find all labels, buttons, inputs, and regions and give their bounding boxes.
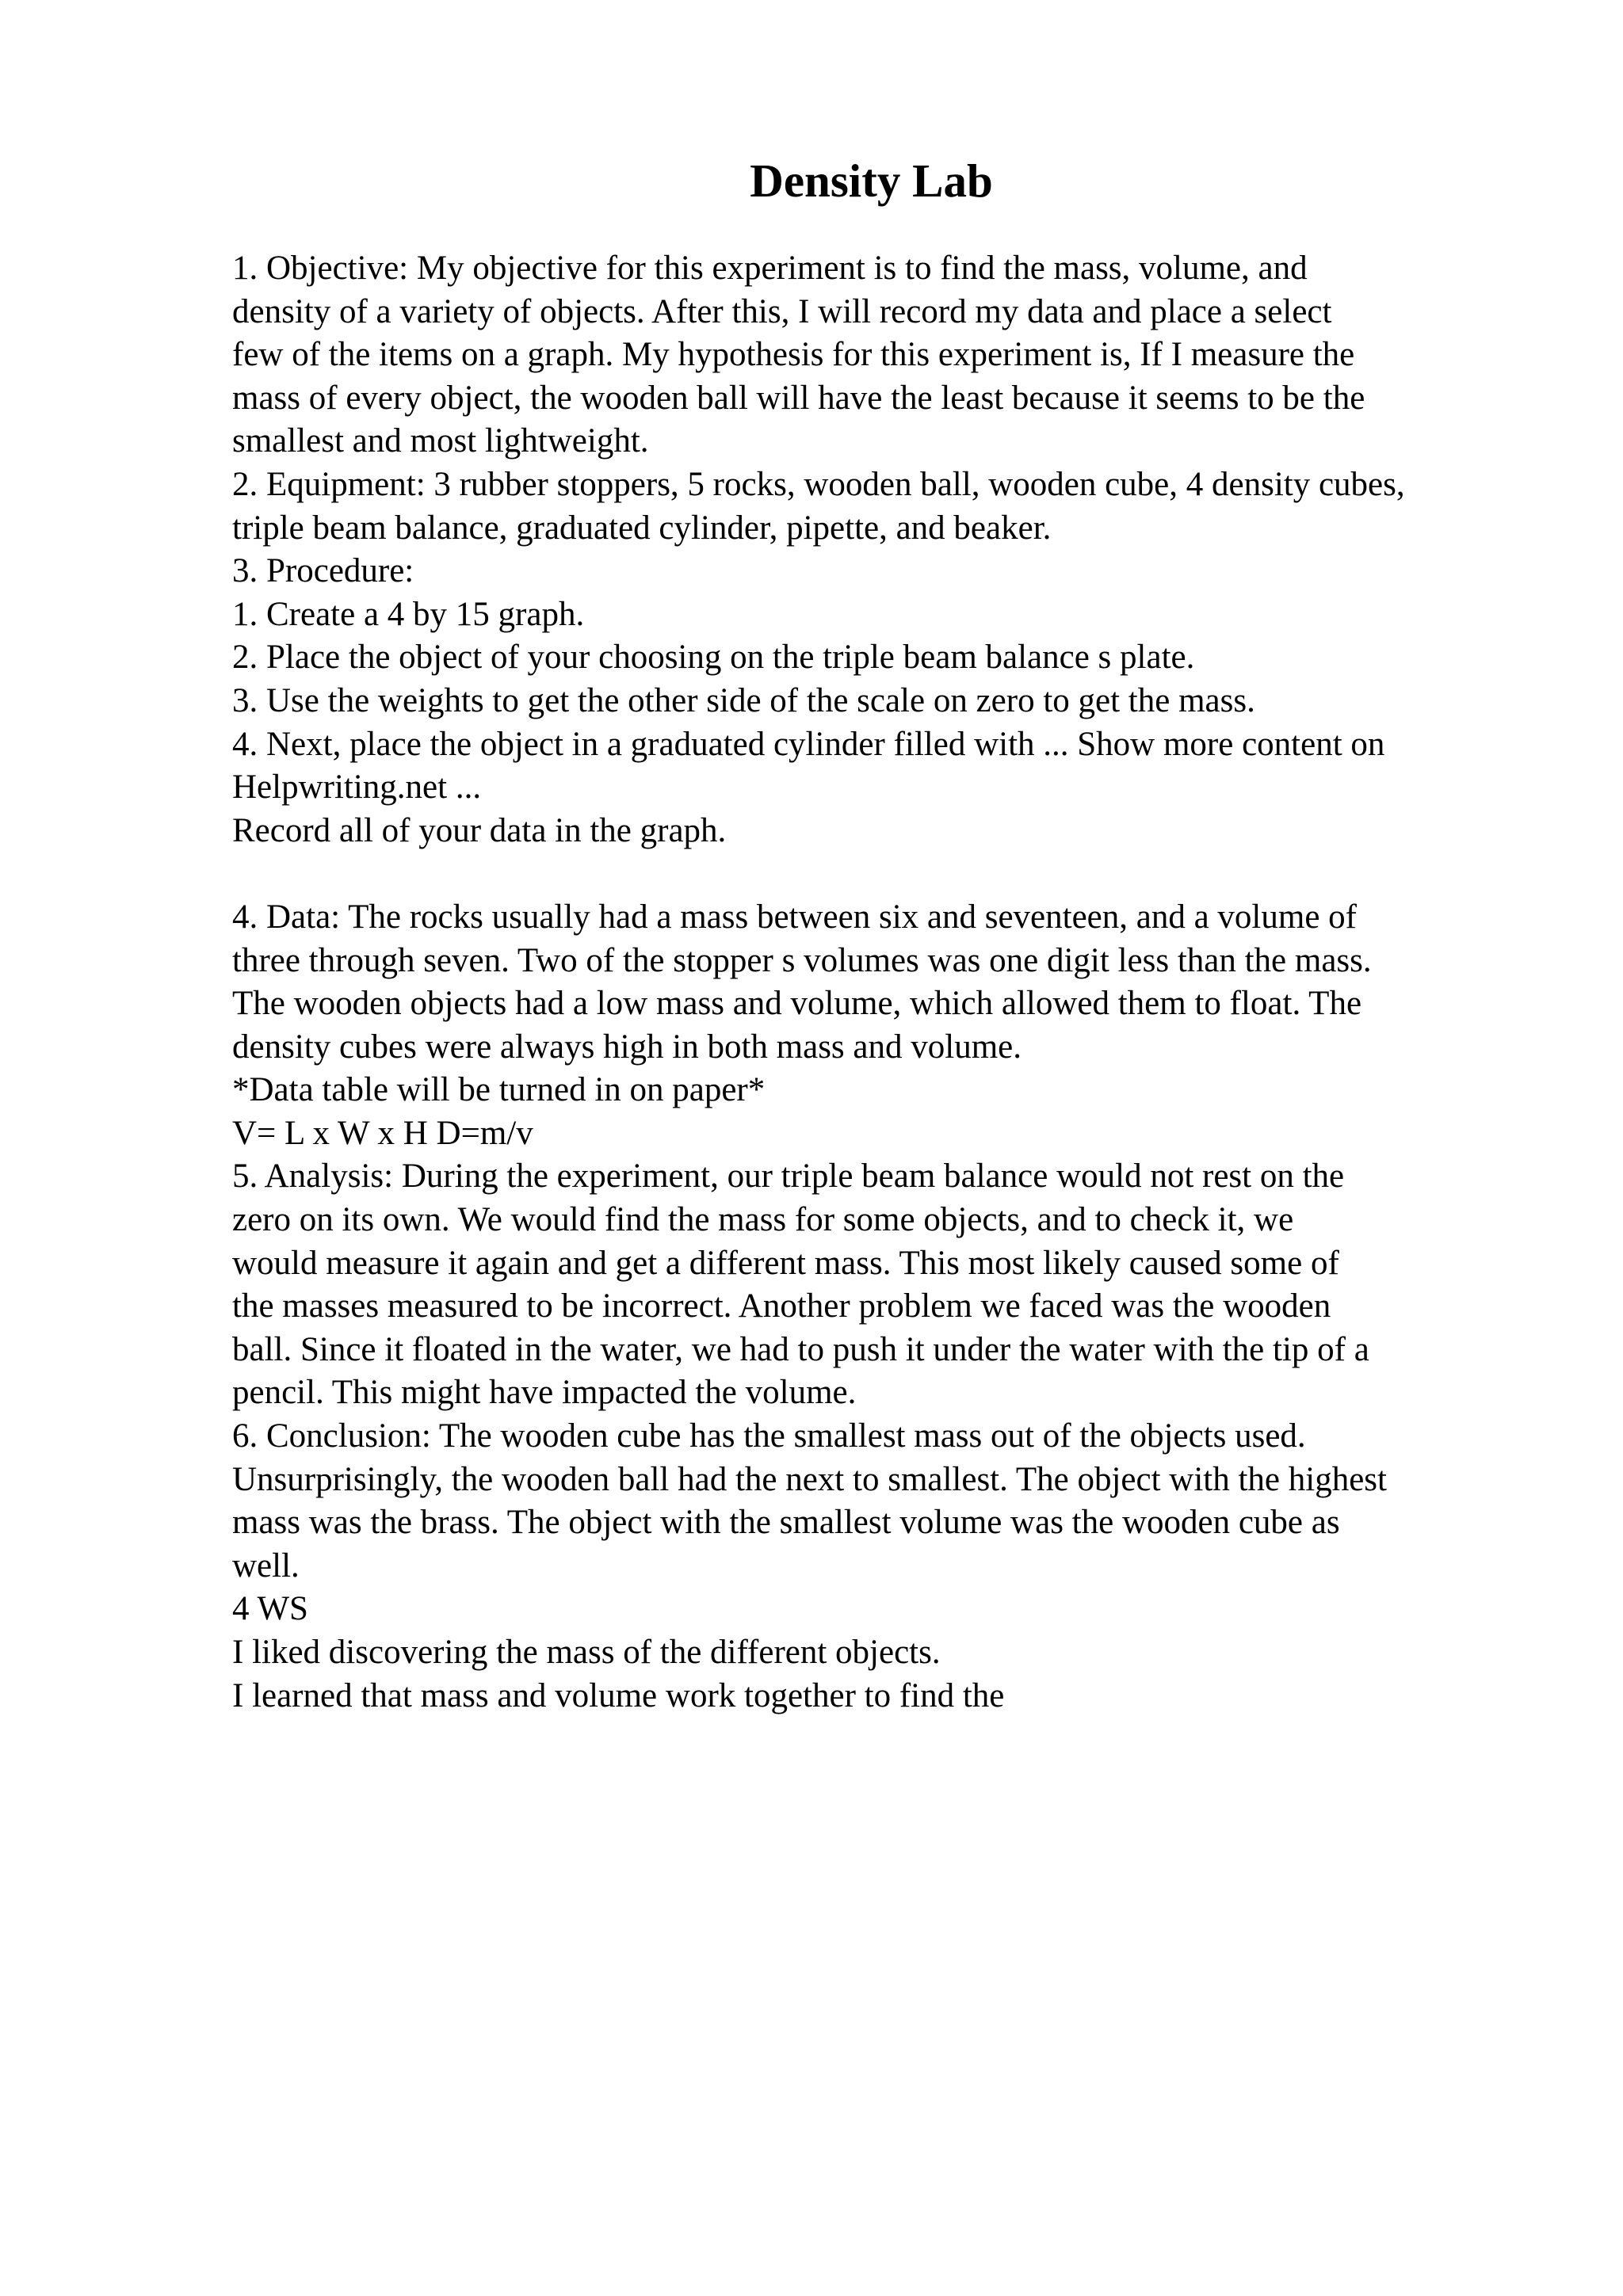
text-line: three through seven. Two of the stopper s volumes was one digit less than the mass. (232, 941, 1372, 979)
text-line: the masses measured to be incorrect. Another problem we faced was the wooden (232, 1287, 1331, 1325)
text-line: I learned that mass and volume work together to find the (232, 1676, 1005, 1714)
text-line: Unsurprisingly, the wooden ball had the next to smallest. The object with the highest (232, 1460, 1387, 1498)
text-line: *Data table will be turned in on paper* (232, 1071, 766, 1109)
text-line: 4. Next, place the object in a graduated cylinder filled with ... Show more content on (232, 725, 1385, 763)
text-line: Helpwriting.net ... (232, 769, 482, 807)
text-line: 3. Procedure: (232, 552, 414, 590)
text-line: density of a variety of objects. After this, I will record my data and place a select (232, 292, 1332, 330)
text-line: 4 WS (232, 1590, 308, 1628)
text-line: 1. Objective: My objective for this experiment is to find the mass, volume, and (232, 250, 1308, 287)
text-line: triple beam balance, graduated cylinder, pipette, and beaker. (232, 509, 1052, 547)
text-line: few of the items on a graph. My hypothesis for this experiment is, If I measure the (232, 336, 1355, 374)
document-title: Density Lab (750, 154, 993, 207)
document-body (232, 247, 1595, 1718)
text-line: The wooden objects had a low mass and volume, which allowed them to float. The (232, 985, 1362, 1023)
text-line: mass of every object, the wooden ball will have the least because it seems to be the (232, 379, 1365, 417)
text-line: would measure it again and get a different mass. This most likely caused some of (232, 1244, 1339, 1282)
blank-line (232, 852, 1595, 896)
text-line: Record all of your data in the graph. (232, 811, 727, 849)
text-line: 2. Place the object of your choosing on the triple beam balance s plate. (232, 639, 1195, 677)
text-line: 1. Create a 4 by 15 graph. (232, 595, 585, 633)
text-line: 5. Analysis: During the experiment, our triple beam balance would not rest on the (232, 1158, 1345, 1196)
text-line: I liked discovering the mass of the different objects. (232, 1634, 941, 1671)
text-line: 4. Data: The rocks usually had a mass between six and seventeen, and a volume of (232, 898, 1357, 936)
text-line: pencil. This might have impacted the volume. (232, 1374, 857, 1412)
text-line: smallest and most lightweight. (232, 422, 649, 460)
text-line: 3. Use the weights to get the other side of the scale on zero to get the mass. (232, 681, 1255, 719)
text-line: mass was the brass. The object with the smallest volume was the wooden cube as (232, 1504, 1340, 1542)
text-line: density cubes were always high in both mass and volume. (232, 1028, 1022, 1066)
text-line: V= L x W x H D=m/v (232, 1114, 533, 1152)
text-line: well. (232, 1547, 300, 1585)
text-line: ball. Since it floated in the water, we had to push it under the water with the tip of a (232, 1330, 1369, 1368)
text-line: 2. Equipment: 3 rubber stoppers, 5 rocks, wooden ball, wooden cube, 4 density cubes, (232, 465, 1405, 503)
text-line: zero on its own. We would find the mass for some objects, and to check it, we (232, 1201, 1294, 1239)
text-line: 6. Conclusion: The wooden cube has the smallest mass out of the objects used. (232, 1417, 1306, 1455)
